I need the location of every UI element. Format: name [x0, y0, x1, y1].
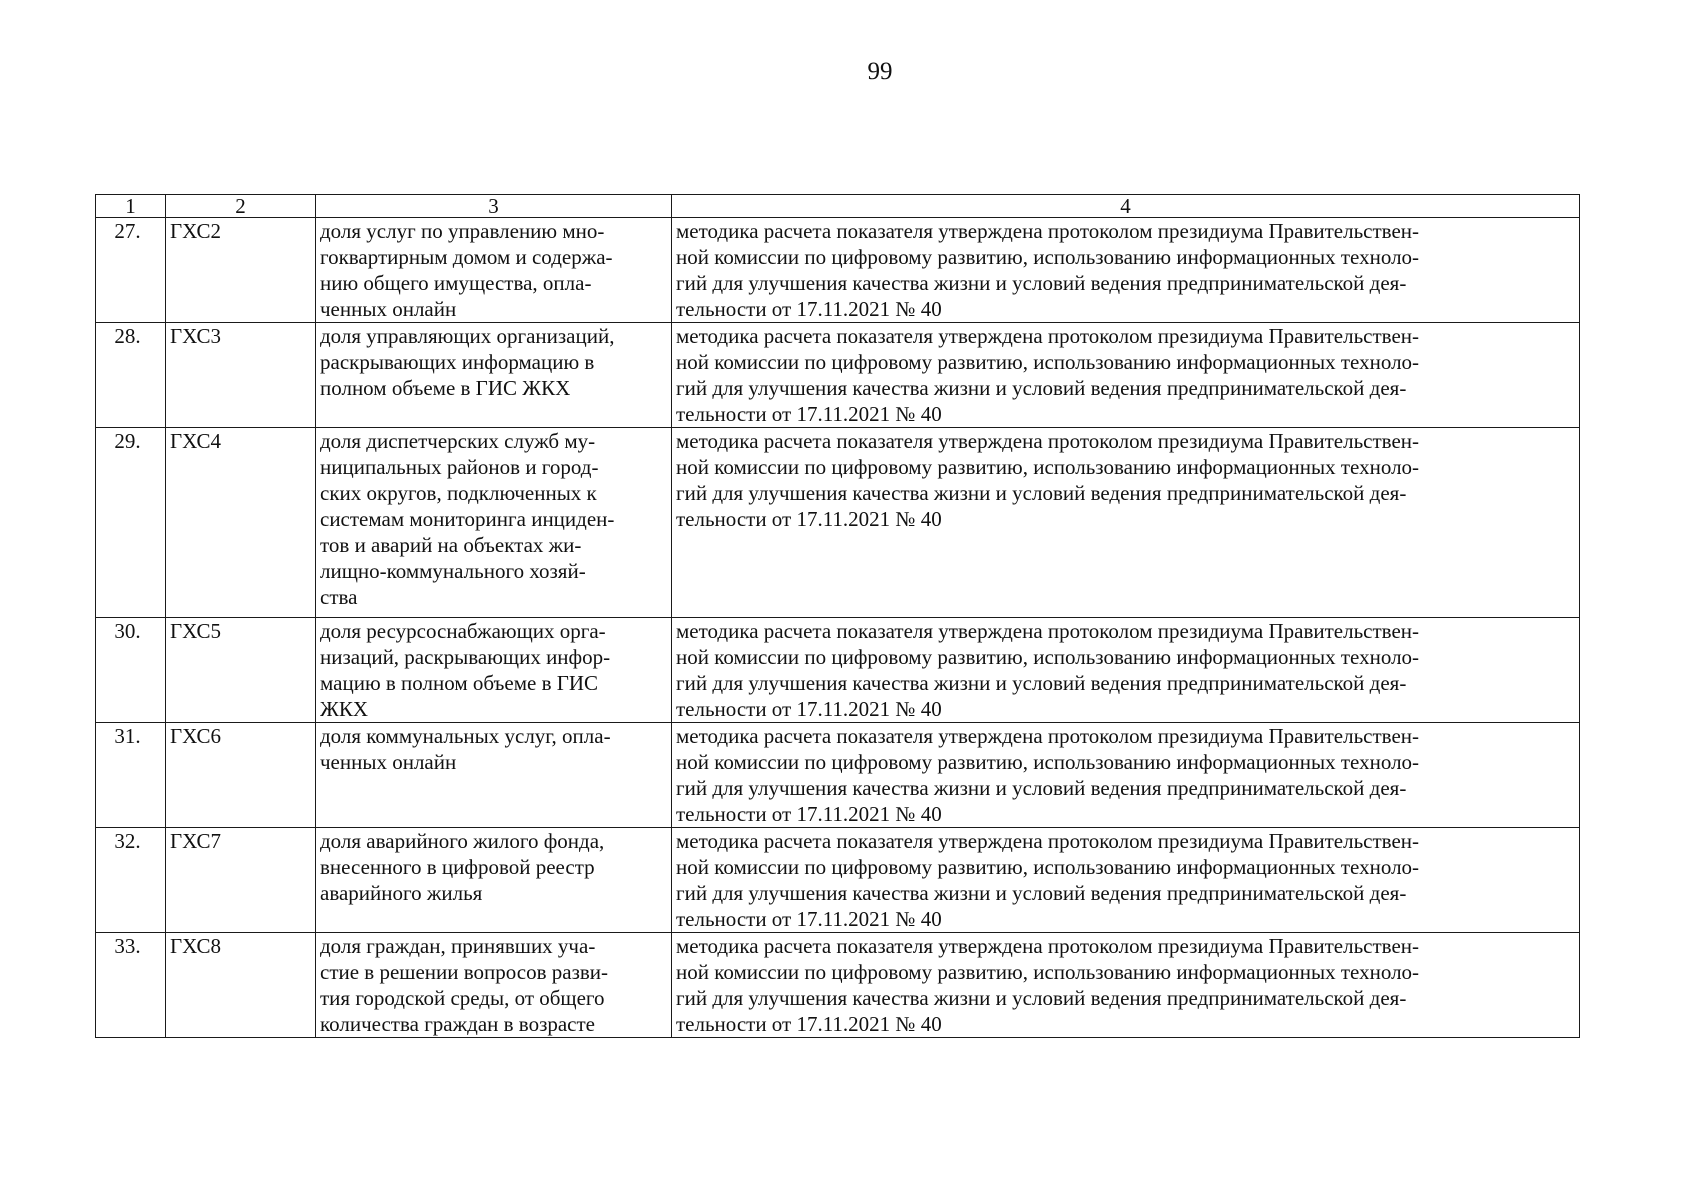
table-row [96, 723, 1580, 828]
indicator-code-cell: ГХС2 [166, 218, 316, 323]
column-header-3: 3 [316, 195, 672, 218]
table-row [96, 618, 1580, 723]
indicator-code-cell: ГХС5 [166, 618, 316, 723]
column-header-4: 4 [672, 195, 1580, 218]
indicator-code-cell: ГХС3 [166, 323, 316, 428]
methodology-text: методика расчета показателя утверждена протоколом президиума Правительствен- ной комиссии по цифровому развитию, использованию информационных техноло- гий для улучшения качества жизни и условий ведения предпринимательской дея- тельности от 17.11.2021 № 40 [676, 934, 1420, 1036]
indicator-code-cell: ГХС4 [166, 428, 316, 618]
row-number-cell: 28. [96, 323, 166, 428]
indicator-name-text: доля диспетчерских служб му- ниципальных районов и город- ских округов, подключенных к системам мониторинга инциден- тов и аварий на объектах жи- лищно-коммунального хозяй- ства [320, 429, 615, 609]
indicator-name-cell [316, 428, 672, 618]
table-row [96, 218, 1580, 323]
indicator-name-cell [316, 323, 672, 428]
column-header-2: 2 [166, 195, 316, 218]
methodology-text: методика расчета показателя утверждена протоколом президиума Правительствен- ной комиссии по цифровому развитию, использованию информационных техноло- гий для улучшения качества жизни и условий ведения предпринимательской дея- тельности от 17.11.2021 № 40 [676, 829, 1420, 931]
table-row [96, 428, 1580, 618]
methodology-text: методика расчета показателя утверждена протоколом президиума Правительствен- ной комиссии по цифровому развитию, использованию информационных техноло- гий для улучшения качества жизни и условий ведения предпринимательской дея- тельности от 17.11.2021 № 40 [676, 219, 1420, 321]
indicator-name-text: доля услуг по управлению мно- гоквартирным домом и содержа- нию общего имущества, опла- ченных онлайн [320, 219, 613, 321]
methodology-text: методика расчета показателя утверждена протоколом президиума Правительствен- ной комиссии по цифровому развитию, использованию информационных техноло- гий для улучшения качества жизни и условий ведения предпринимательской дея- тельности от 17.11.2021 № 40 [676, 619, 1420, 721]
row-number-cell: 32. [96, 828, 166, 933]
methodology-cell [672, 428, 1580, 618]
methodology-cell [672, 618, 1580, 723]
indicator-code-cell: ГХС7 [166, 828, 316, 933]
indicator-name-text: доля аварийного жилого фонда, внесенного в цифровой реестр аварийного жилья [320, 829, 605, 905]
indicator-code-cell: ГХС6 [166, 723, 316, 828]
indicator-name-cell [316, 933, 672, 1038]
indicator-code-cell: ГХС8 [166, 933, 316, 1038]
indicator-name-cell [316, 828, 672, 933]
row-number-cell: 30. [96, 618, 166, 723]
methodology-text: методика расчета показателя утверждена протоколом президиума Правительствен- ной комиссии по цифровому развитию, использованию информационных техноло- гий для улучшения качества жизни и условий ведения предпринимательской дея- тельности от 17.11.2021 № 40 [676, 429, 1420, 531]
row-number-cell: 29. [96, 428, 166, 618]
methodology-cell [672, 828, 1580, 933]
indicator-name-cell [316, 218, 672, 323]
indicators-table [95, 194, 1580, 1038]
table-row [96, 828, 1580, 933]
column-header-1: 1 [96, 195, 166, 218]
indicator-name-text: доля ресурсоснабжающих орга- низаций, раскрывающих инфор- мацию в полном объеме в ГИС ЖКХ [320, 619, 611, 721]
row-number-cell: 27. [96, 218, 166, 323]
row-number-cell: 33. [96, 933, 166, 1038]
indicator-name-text: доля граждан, принявших уча- стие в решении вопросов разви- тия городской среды, от общего количества граждан в возрасте [320, 934, 609, 1036]
indicator-name-cell [316, 618, 672, 723]
methodology-text: методика расчета показателя утверждена протоколом президиума Правительствен- ной комиссии по цифровому развитию, использованию информационных техноло- гий для улучшения качества жизни и условий ведения предпринимательской дея- тельности от 17.11.2021 № 40 [676, 324, 1420, 426]
page-number: 99 [867, 58, 893, 85]
methodology-cell [672, 323, 1580, 428]
indicator-name-text: доля коммунальных услуг, опла- ченных онлайн [320, 724, 611, 774]
table-row [96, 323, 1580, 428]
indicator-name-cell [316, 723, 672, 828]
methodology-cell [672, 218, 1580, 323]
indicator-name-text: доля управляющих организаций, раскрывающих информацию в полном объеме в ГИС ЖКХ [320, 324, 615, 400]
table-row [96, 933, 1580, 1038]
methodology-text: методика расчета показателя утверждена протоколом президиума Правительствен- ной комиссии по цифровому развитию, использованию информационных техноло- гий для улучшения качества жизни и условий ведения предпринимательской дея- тельности от 17.11.2021 № 40 [676, 724, 1420, 826]
methodology-cell [672, 723, 1580, 828]
row-number-cell: 31. [96, 723, 166, 828]
table-header-row [96, 195, 1580, 218]
methodology-cell [672, 933, 1580, 1038]
